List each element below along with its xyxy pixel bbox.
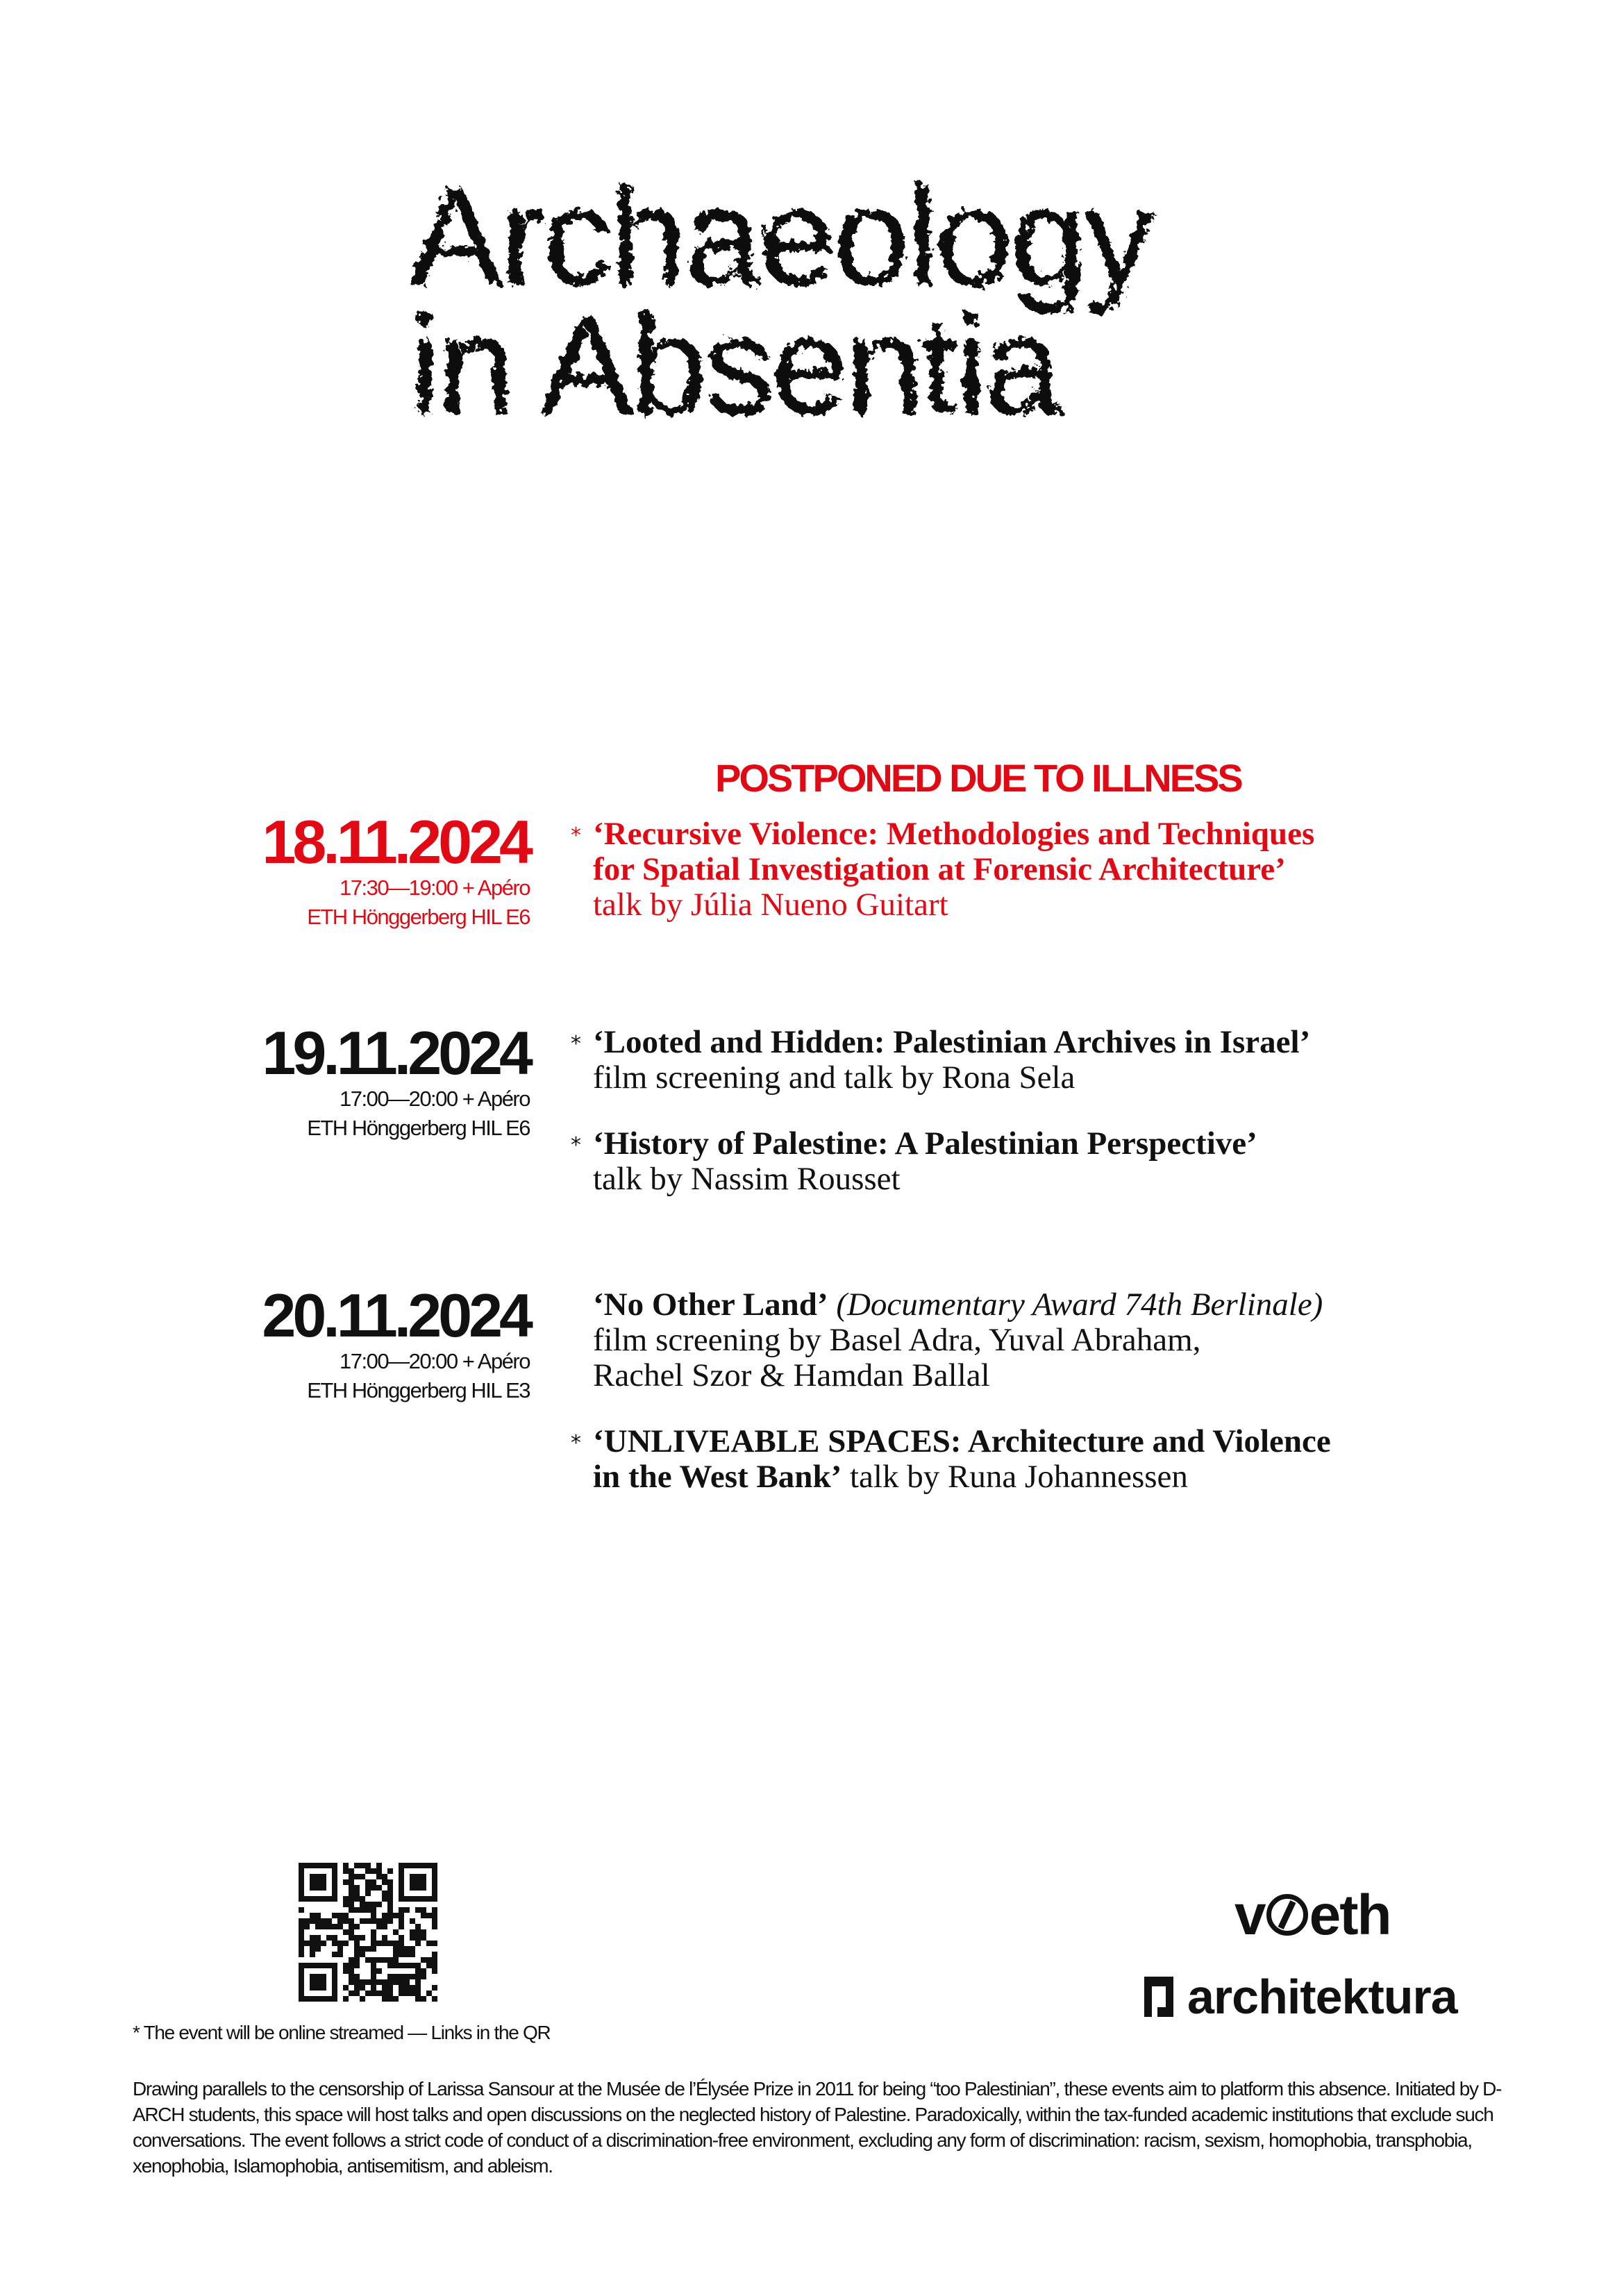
asterisk-icon: *: [571, 823, 581, 848]
description-paragraph: Drawing parallels to the censorship of Larissa Sansour at the Musée de l’Élysée Prize in 2011 for being “too Palestinian”, these events aim to platform this absence. Initiated by D-ARCH students, this space will host talks and open discussions on the neglected history of Palestine. Paradoxically, within the tax-funded academic institutions that exclude such conversations. The event follows a strict code of conduct of a discrimination-free environment, excluding any form of discrimination: racism, sexism, homophobia, transphobia, xenophobia, Islamophobia, antisemitism, and ableism.: [133, 2078, 1502, 2177]
talk-list: [571, 816, 1496, 953]
event-location: ETH Hönggerberg HIL E3: [307, 1378, 530, 1402]
event-date: 19.11.2024: [262, 1019, 530, 1087]
stream-footnote: * The event will be online streamed — Links in the QR: [133, 2022, 551, 2043]
asterisk-icon: *: [571, 1032, 581, 1056]
architektura-mark-icon: [1144, 1977, 1173, 2017]
talk-title: ‘UNLIVEABLE SPACES: Architecture and Violence in the West Bank’: [593, 1423, 1331, 1495]
voeth-logo: [1234, 1883, 1391, 1948]
event-time: 17:30—19:00 + Apéro: [340, 875, 530, 900]
asterisk-icon: *: [571, 1133, 581, 1157]
talk-title: ‘History of Palestine: A Palestinian Perspective’: [593, 1125, 1257, 1162]
talk-item: [571, 816, 1496, 923]
title-line-2: in Absentia: [410, 288, 1059, 437]
talk-title: ‘Recursive Violence: Methodologies and Techniques for Spatial Investigation at Forensic Architecture’: [593, 816, 1315, 887]
event-location: ETH Hönggerberg HIL E6: [307, 905, 530, 929]
talk-item: [593, 1287, 1496, 1393]
event-time: 17:00—20:00 + Apéro: [340, 1087, 530, 1111]
title-line-1: Archaeology: [410, 160, 1151, 315]
event-location: ETH Hönggerberg HIL E6: [307, 1116, 530, 1140]
asterisk-icon: *: [571, 1431, 581, 1455]
voeth-logo-mark-icon: [1266, 1894, 1308, 1936]
talk-description: talk by Nassim Rousset: [593, 1161, 901, 1197]
event-date-block: [262, 807, 530, 932]
talk-title: ‘Looted and Hidden: Palestinian Archives in Israel’: [593, 1024, 1311, 1060]
postponed-banner: POSTPONED DUE TO ILLNESS: [715, 756, 1241, 800]
poster-title: [389, 139, 1291, 437]
event-date-block: [262, 1019, 530, 1143]
talk-list: [571, 1024, 1496, 1227]
architektura-logo: [1144, 1969, 1457, 2025]
event-date-block: [262, 1281, 530, 1405]
event-date: 20.11.2024: [262, 1281, 530, 1350]
talk-item: [571, 1423, 1496, 1495]
talk-description: film screening and talk by Rona Sela: [593, 1059, 1075, 1096]
voeth-logo-prefix: v: [1234, 1884, 1265, 1947]
architektura-logo-text: architektura: [1187, 1970, 1457, 2024]
talk-item: [571, 1024, 1496, 1096]
talk-description: talk by Runa Johannessen: [842, 1459, 1188, 1495]
talk-item: [571, 1125, 1496, 1197]
voeth-logo-suffix: eth: [1309, 1884, 1391, 1947]
talk-list: [571, 1287, 1496, 1525]
talk-description: talk by Júlia Nueno Guitart: [593, 887, 948, 923]
event-date: 18.11.2024: [262, 807, 530, 876]
qr-code[interactable]: [299, 1862, 437, 2002]
event-time: 17:00—20:00 + Apéro: [340, 1349, 530, 1373]
talk-award-note: (Documentary Award 74th Berlinale): [828, 1287, 1323, 1323]
talk-title: ‘No Other Land’: [593, 1287, 828, 1323]
talk-description: film screening by Basel Adra, Yuval Abraham, Rachel Szor & Hamdan Ballal: [593, 1322, 1201, 1393]
